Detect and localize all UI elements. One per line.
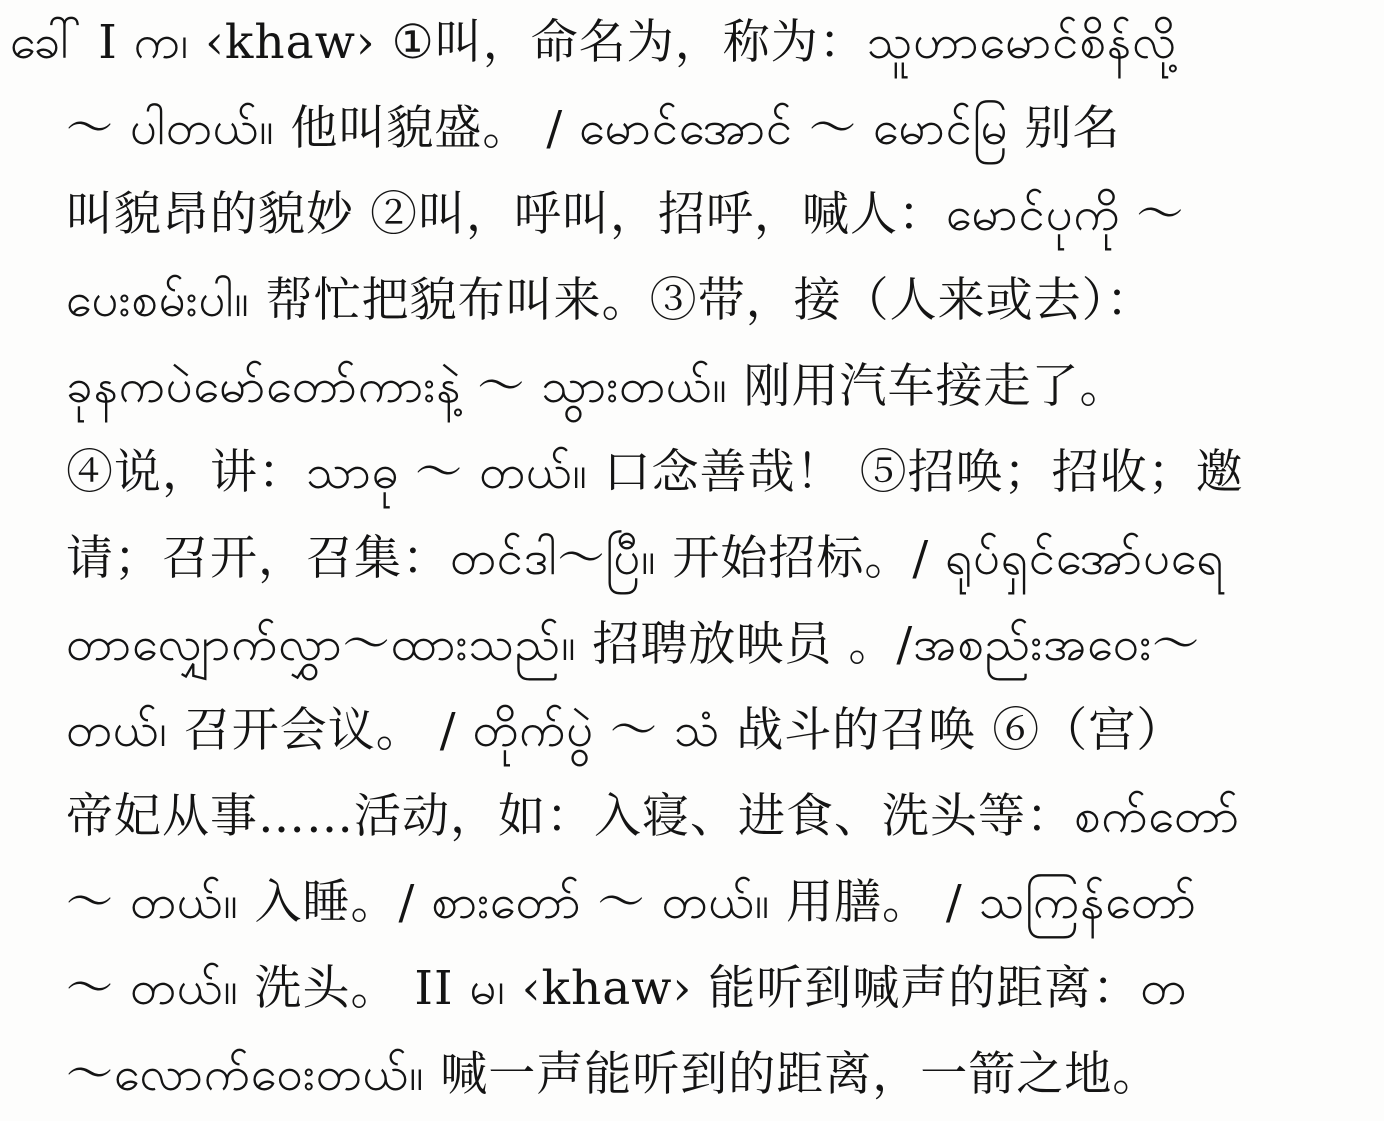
entry-line-7: 请；召开，召集：တင်ဒါ～ပြီ။ 开始招标。/ ရုပ်ရှင်အော်ပရေ bbox=[66, 531, 1225, 586]
entry-line-11: ～ တယ်။ 入睡。/ စားတော် ～ တယ်။ 用膳。 / သကြန်တော် bbox=[66, 875, 1197, 930]
entry-line-9: တယ်၊ 召开会议。 / တိုက်ပွဲ ～ သံ 战斗的召唤 ⑥（宫） bbox=[66, 703, 1185, 758]
entry-line-4: ပေးစမ်းပါ။ 帮忙把貌布叫来。③带，接（人来或去）： bbox=[66, 273, 1155, 328]
entry-line-3: 叫貌昂的貌妙 ②叫，呼叫，招呼，喊人：မောင်ပုကို ～ bbox=[66, 187, 1185, 242]
entry-line-5: ခုနကပဲမော်တော်ကားနဲ့ ～ သွားတယ်။ 刚用汽车接走了。 bbox=[66, 359, 1128, 414]
entry-line-10: 帝妃从事……活动，如：入寝、进食、洗头等：စက်တော် bbox=[66, 789, 1241, 844]
entry-line-6: ④说，讲：သာဓု ～ တယ်။ 口念善哉！ ⑤招唤；招收；邀 bbox=[66, 445, 1244, 500]
entry-line-1: ခေါ် I က၊ ‹khaw› ①叫，命名为，称为：သူဟာမောင်စိန်လို့ bbox=[10, 15, 1178, 70]
entry-line-13: ～လောက်ဝေးတယ်။ 喊一声能听到的距离，一箭之地。 bbox=[66, 1047, 1161, 1102]
entry-line-8: တာလျှောက်လွှာ～ထားသည်။ 招聘放映员 。/အစည်းအဝေး～ bbox=[66, 617, 1201, 672]
entry-line-2: ～ ပါတယ်။ 他叫貌盛。 / မောင်အောင် ～ မောင်မြ 别名 bbox=[66, 101, 1121, 156]
entry-line-12: ～ တယ်။ 洗头。 II မ၊ ‹khaw› 能听到喊声的距离：တ bbox=[66, 961, 1188, 1016]
